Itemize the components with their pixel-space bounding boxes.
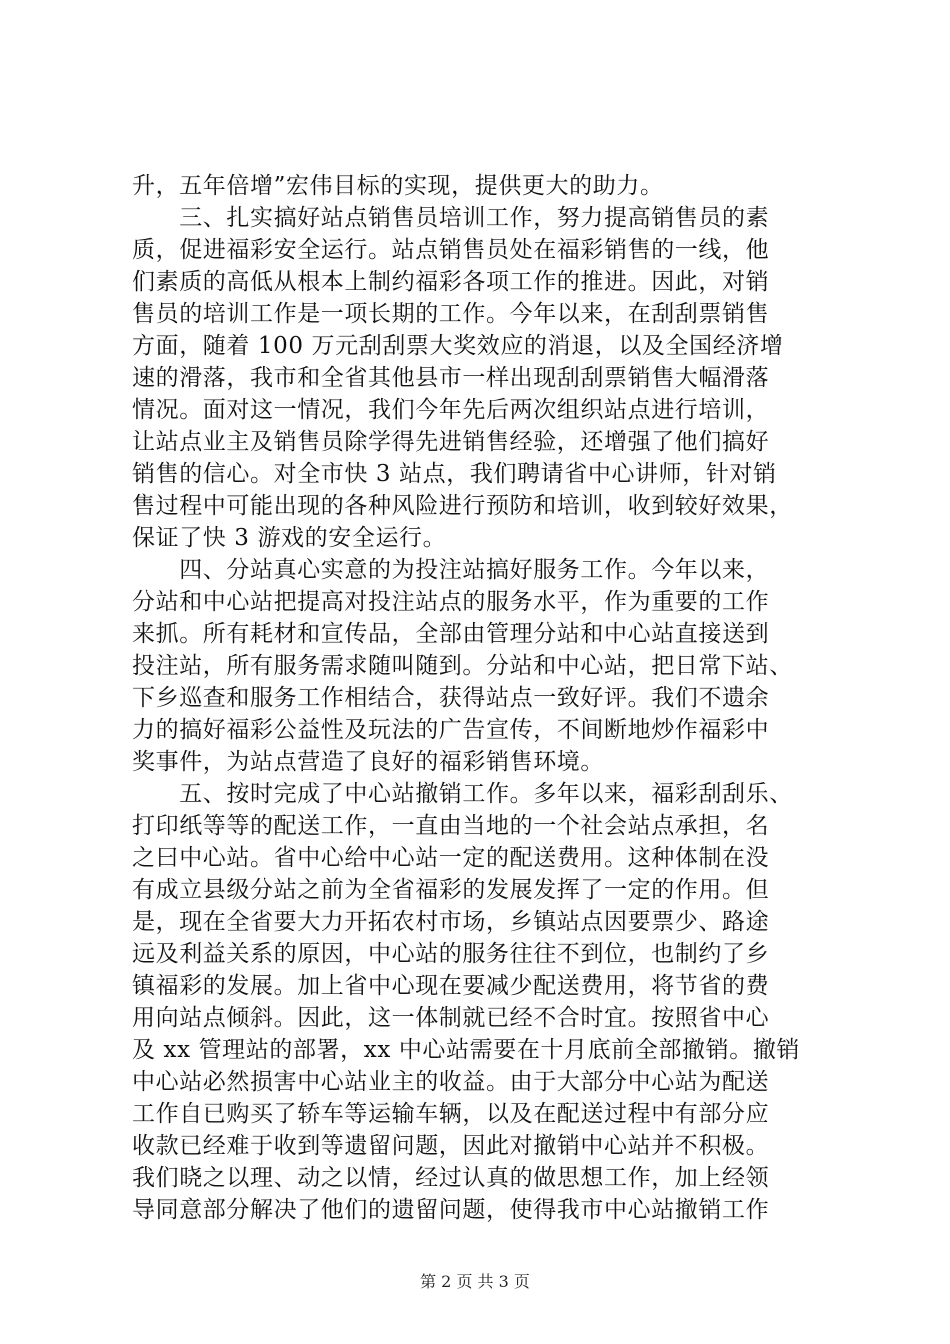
body-text-line: 速的滑落，我市和全省其他县市一样出现刮刮票销售大幅滑落 bbox=[132, 365, 770, 391]
body-text-line: 有成立县级分站之前为全省福彩的发展发挥了一定的作用。但 bbox=[132, 877, 770, 903]
body-text-line: 销售的信心。对全市快 3 站点，我们聘请省中心讲师，针对销 bbox=[132, 461, 777, 487]
body-text-line: 远及利益关系的原因，中心站的服务往往不到位，也制约了乡 bbox=[132, 941, 770, 967]
body-text-line: 让站点业主及销售员除学得先进销售经验，还增强了他们搞好 bbox=[132, 429, 770, 455]
page-number-footer: 第 2 页 共 3 页 bbox=[420, 1272, 530, 1291]
body-text-line: 收款已经难于收到等遗留问题，因此对撤销中心站并不积极。 bbox=[132, 1133, 770, 1159]
body-text-line: 方面，随着 100 万元刮刮票大奖效应的消退，以及全国经济增 bbox=[132, 333, 784, 359]
body-text-line: 力的搞好福彩公益性及玩法的广告宣传，不间断地炒作福彩中 bbox=[132, 717, 770, 743]
body-text-line: 是，现在全省要大力开拓农村市场，乡镇站点因要票少、路途 bbox=[132, 909, 770, 935]
body-text-line: 下乡巡查和服务工作相结合，获得站点一致好评。我们不遗余 bbox=[132, 685, 770, 711]
body-text-line: 中心站必然损害中心站业主的收益。由于大部分中心站为配送 bbox=[132, 1069, 770, 1095]
body-text-line: 情况。面对这一情况，我们今年先后两次组织站点进行培训， bbox=[132, 397, 770, 423]
body-text-line: 保证了快 3 游戏的安全运行。 bbox=[132, 525, 447, 551]
body-text-line: 来抓。所有耗材和宣传品，全部由管理分站和中心站直接送到 bbox=[132, 621, 770, 647]
body-text-line: 售过程中可能出现的各种风险进行预防和培训，收到较好效果， bbox=[132, 493, 793, 519]
body-text-line: 之曰中心站。省中心给中心站一定的配送费用。这种体制在没 bbox=[132, 845, 770, 871]
body-text-line: 投注站，所有服务需求随叫随到。分站和中心站，把日常下站、 bbox=[132, 653, 793, 679]
body-text-line: 三、扎实搞好站点销售员培训工作，努力提高销售员的素 bbox=[132, 205, 770, 231]
body-text-line: 质，促进福彩安全运行。站点销售员处在福彩销售的一线，他 bbox=[132, 237, 770, 263]
body-text-line: 工作自已购买了轿车等运输车辆，以及在配送过程中有部分应 bbox=[132, 1101, 770, 1127]
body-text-line: 打印纸等等的配送工作，一直由当地的一个社会站点承担，名 bbox=[132, 813, 770, 839]
body-text-line: 五、按时完成了中心站撤销工作。多年以来，福彩刮刮乐、 bbox=[132, 781, 793, 807]
body-text-line: 奖事件，为站点营造了良好的福彩销售环境。 bbox=[132, 749, 604, 775]
body-text-line: 我们晓之以理、动之以情，经过认真的做思想工作，加上经领 bbox=[132, 1165, 770, 1191]
body-text-line: 售员的培训工作是一项长期的工作。今年以来，在刮刮票销售 bbox=[132, 301, 770, 327]
body-text-line: 们素质的高低从根本上制约福彩各项工作的推进。因此，对销 bbox=[132, 269, 770, 295]
body-text-line: 升，五年倍增”宏伟目标的实现，提供更大的助力。 bbox=[132, 173, 664, 199]
body-text-line: 四、分站真心实意的为投注站搞好服务工作。今年以来， bbox=[132, 557, 770, 583]
body-text-line: 镇福彩的发展。加上省中心现在要减少配送费用，将节省的费 bbox=[132, 973, 770, 999]
body-text-line: 用向站点倾斜。因此，这一体制就已经不合时宜。按照省中心 bbox=[132, 1005, 770, 1031]
body-text-line: 及 xx 管理站的部署，xx 中心站需要在十月底前全部撤销。撤销 bbox=[132, 1037, 801, 1063]
body-text-line: 导同意部分解决了他们的遗留问题，使得我市中心站撤销工作 bbox=[132, 1197, 770, 1223]
body-text-line: 分站和中心站把提高对投注站点的服务水平，作为重要的工作 bbox=[132, 589, 770, 615]
